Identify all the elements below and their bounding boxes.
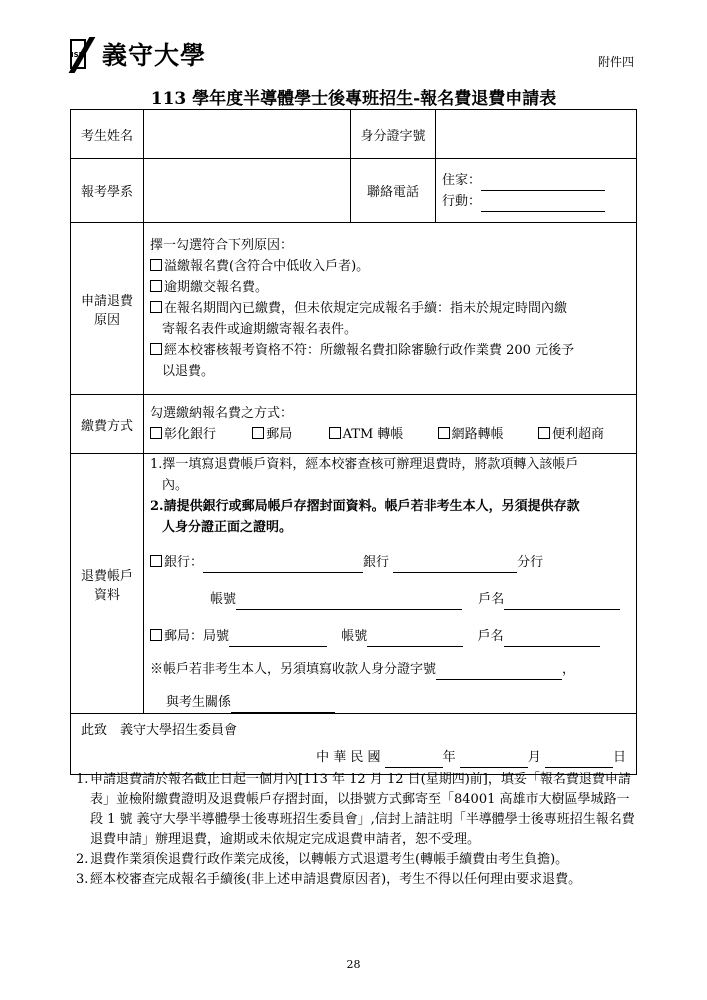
note-number: 1. bbox=[76, 772, 89, 787]
branch-suffix: 分行 bbox=[517, 555, 544, 570]
account-note-1: 1.擇一填寫退費帳戶資料，經本校審查核可辦理退費時，將款項轉入該帳戶 bbox=[150, 457, 579, 472]
closing-cell bbox=[71, 714, 637, 775]
pay-store-checkbox[interactable] bbox=[538, 427, 550, 439]
payment-cell bbox=[144, 395, 637, 454]
home-phone-line[interactable] bbox=[481, 176, 605, 191]
pay-bank-checkbox[interactable] bbox=[150, 427, 162, 439]
note-item bbox=[76, 870, 641, 890]
non-self-note-end: ， bbox=[562, 662, 576, 677]
branch-name-line[interactable] bbox=[393, 558, 517, 573]
reason-3-text: 在報名期間內已繳費，但未依規定完成報名手續：指未於規定時間內繳 bbox=[164, 301, 568, 316]
payment-label: 繳費方式 bbox=[71, 395, 144, 454]
bank-checkbox[interactable] bbox=[150, 555, 162, 567]
id-label: 身分證字號 bbox=[351, 110, 436, 159]
id-field[interactable] bbox=[436, 110, 637, 159]
post-account-label: 帳號 bbox=[341, 629, 368, 644]
note-number: 2. bbox=[76, 852, 89, 867]
page-number: 28 bbox=[346, 958, 361, 971]
account-label-line1: 退費帳戶 bbox=[80, 568, 133, 584]
bank-name-line[interactable] bbox=[203, 558, 363, 573]
reason-cell bbox=[144, 223, 637, 395]
post-holder-line[interactable] bbox=[504, 632, 600, 647]
relation-label: 與考生關係 bbox=[166, 695, 232, 710]
date-month: 月 bbox=[527, 750, 541, 765]
reason-4-text: 經本校審核報考資格不符：所繳報名費扣除審驗行政作業費 200 元後予 bbox=[164, 343, 575, 358]
pay-online-checkbox[interactable] bbox=[438, 427, 450, 439]
date-year: 年 bbox=[442, 750, 456, 765]
date-day-line[interactable] bbox=[545, 753, 613, 768]
pay-store-label: 便利超商 bbox=[551, 427, 604, 442]
account-note-1-cont: 內。 bbox=[162, 478, 189, 493]
dept-field[interactable] bbox=[144, 159, 351, 223]
reason-label bbox=[71, 223, 144, 395]
note-text: 申請退費請於報名截止日起一個月內[113 年 12 月 12 日(星期四)前]，填妥「報名費退費申請表」並檢附繳費證明及退費帳戶存摺封面，以掛號方式郵寄至「84001 高雄市大樹區學城路一段 1 號 義守大學半導體學士後專班招生委員會」,信封上請註明「半導體學士後專班招生報名費退費申請」辦理退費，逾期或未依規定完成退費申請者，恕不受理。 bbox=[90, 772, 635, 847]
reason-4-text-cont: 以退費。 bbox=[162, 364, 215, 379]
mobile-phone-label: 行動： bbox=[442, 193, 482, 209]
payee-id-line[interactable] bbox=[436, 665, 562, 680]
post-account-line[interactable] bbox=[367, 632, 463, 647]
pay-atm-checkbox[interactable] bbox=[329, 427, 341, 439]
date-month-line[interactable] bbox=[460, 753, 528, 768]
closing-text: 此致 義守大學招生委員會 bbox=[81, 723, 238, 738]
payment-intro: 勾選繳納報名費之方式： bbox=[150, 406, 294, 421]
pay-post-label: 郵局 bbox=[266, 427, 293, 442]
post-office-label: 郵局：局號 bbox=[164, 629, 230, 644]
home-phone-label: 住家： bbox=[442, 172, 482, 188]
date-year-line[interactable] bbox=[385, 753, 443, 768]
logo-text: 義守大學 bbox=[102, 41, 207, 70]
reason-2-text: 逾期繳交報名費。 bbox=[164, 280, 269, 295]
bank-label: 銀行： bbox=[164, 555, 204, 570]
logo-abbr: ISU bbox=[71, 51, 85, 59]
university-logo bbox=[70, 36, 206, 72]
reason-label-line1: 申請退費 bbox=[80, 293, 133, 309]
phone-label: 聯絡電話 bbox=[351, 159, 436, 223]
pay-bank-label: 彰化銀行 bbox=[164, 427, 217, 442]
reason-1-text: 溢繳報名費(含符合中低收入戶者)。 bbox=[164, 259, 370, 274]
reason-4-checkbox[interactable] bbox=[150, 343, 162, 355]
refund-form-table bbox=[70, 109, 637, 775]
post-checkbox[interactable] bbox=[150, 629, 162, 641]
post-office-line[interactable] bbox=[229, 632, 327, 647]
account-label bbox=[71, 454, 144, 714]
reason-3-checkbox[interactable] bbox=[150, 301, 162, 313]
logo-mark-icon bbox=[70, 39, 98, 69]
reason-intro: 擇一勾選符合下列原因： bbox=[150, 238, 294, 253]
dept-label: 報考學系 bbox=[71, 159, 144, 223]
bank-account-line[interactable] bbox=[236, 595, 462, 610]
reason-2-checkbox[interactable] bbox=[150, 280, 162, 292]
attachment-label: 附件四 bbox=[598, 55, 635, 69]
relation-line[interactable] bbox=[231, 698, 335, 713]
pay-post-checkbox[interactable] bbox=[252, 427, 264, 439]
mobile-phone-line[interactable] bbox=[481, 197, 605, 212]
date-prefix: 中 華 民 國 bbox=[316, 750, 381, 765]
phone-field[interactable] bbox=[436, 159, 637, 223]
non-self-note: ※帳戶若非考生本人，另須填寫收款人身分證字號 bbox=[150, 662, 437, 677]
account-label-line2: 資料 bbox=[93, 587, 120, 603]
post-holder-label: 戶名 bbox=[477, 629, 504, 644]
account-note-2-cont: 人身分證正面之證明。 bbox=[162, 520, 293, 535]
name-label: 考生姓名 bbox=[71, 110, 144, 159]
bank-holder-line[interactable] bbox=[504, 595, 620, 610]
account-cell bbox=[144, 454, 637, 714]
account-note-2: 2.請提供銀行或郵局帳戶存摺封面資料。帳戶若非考生本人，另須提供存款 bbox=[150, 499, 580, 514]
bank-holder-label: 戶名 bbox=[478, 592, 505, 607]
name-field[interactable] bbox=[144, 110, 351, 159]
reason-1-checkbox[interactable] bbox=[150, 259, 162, 271]
note-text: 經本校審查完成報名手續後(非上述申請退費原因者)，考生不得以任何理由要求退費。 bbox=[90, 872, 582, 887]
note-item bbox=[76, 850, 641, 870]
date-day: 日 bbox=[612, 750, 626, 765]
page-title: 113 學年度半導體學士後專班招生-報名費退費申請表 bbox=[150, 89, 557, 109]
pay-atm-label: ATM 轉帳 bbox=[342, 427, 404, 442]
bank-suffix: 銀行 bbox=[363, 555, 390, 570]
reason-label-line2: 原因 bbox=[93, 312, 120, 328]
bank-account-label: 帳號 bbox=[210, 592, 237, 607]
pay-online-label: 網路轉帳 bbox=[451, 427, 504, 442]
note-text: 退費作業須俟退費行政作業完成後，以轉帳方式退還考生(轉帳手續費由考生負擔)。 bbox=[90, 852, 569, 867]
note-number: 3. bbox=[76, 872, 89, 887]
notes-list bbox=[76, 770, 641, 890]
reason-3-text-cont: 寄報名表件或逾期繳寄報名表件。 bbox=[162, 322, 358, 337]
note-item bbox=[76, 770, 641, 850]
